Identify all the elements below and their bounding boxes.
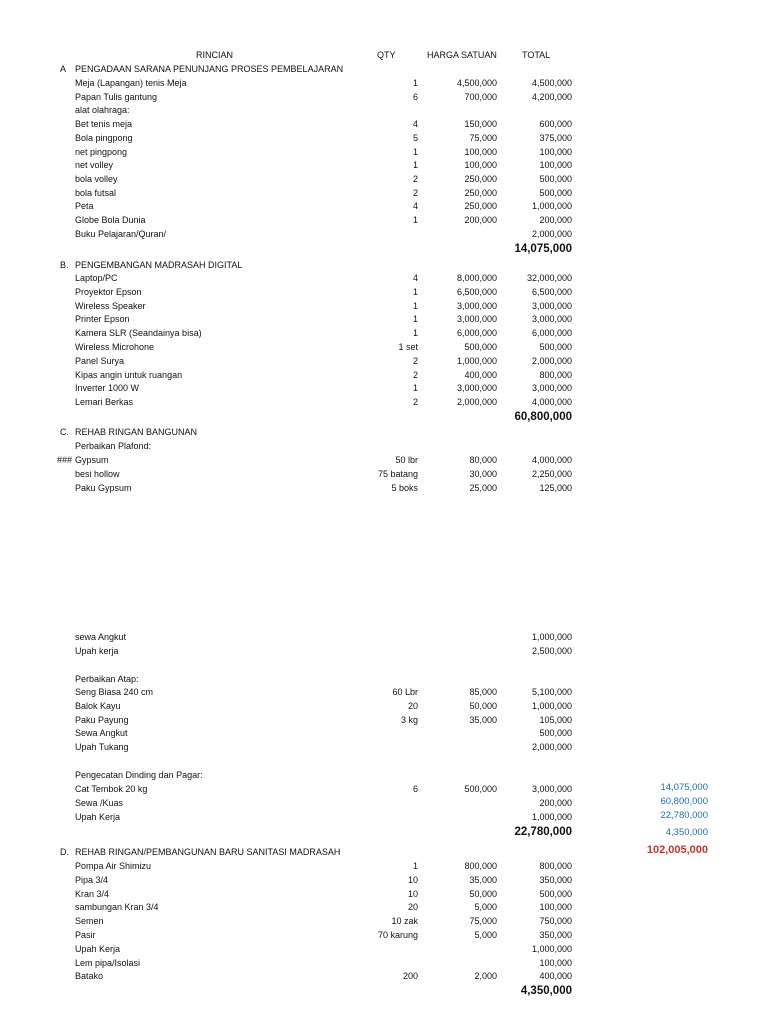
item-qty: 3 kg bbox=[400, 714, 418, 725]
item-unit-price: 6,500,000 bbox=[456, 286, 497, 297]
item-total: 350,000 bbox=[539, 930, 572, 940]
item-qty: 20 bbox=[407, 700, 418, 711]
item-name: Wireless Speaker bbox=[75, 300, 146, 311]
item-qty: 1 bbox=[412, 383, 418, 394]
item-name: Cat Tembok 20 kg bbox=[75, 784, 148, 794]
item-total: 500,000 bbox=[539, 342, 572, 352]
item-total: 3,000,000 bbox=[531, 383, 572, 394]
header-total: TOTAL bbox=[522, 50, 551, 60]
item-name: bola volley bbox=[75, 173, 118, 184]
item-total: 3,000,000 bbox=[531, 300, 572, 311]
item-name: Kamera SLR (Seandainya bisa) bbox=[75, 328, 202, 339]
item-unit-price: 50,000 bbox=[469, 700, 497, 711]
item-unit-price: 75,000 bbox=[469, 916, 497, 927]
item-name: Upah Kerja bbox=[75, 812, 121, 822]
item-unit-price: 4,500,000 bbox=[456, 78, 497, 88]
item-name: Upah kerja bbox=[75, 646, 119, 656]
item-total: 2,000,000 bbox=[531, 228, 572, 239]
header-rincian: RINCIAN bbox=[196, 50, 234, 60]
item-unit-price: 500,000 bbox=[464, 784, 497, 794]
item-total: 125,000 bbox=[539, 482, 572, 493]
item-name: Balok Kayu bbox=[75, 700, 121, 711]
hash-overflow-marker: ### bbox=[57, 455, 73, 465]
item-unit-price: 35,000 bbox=[469, 714, 497, 725]
item-qty: 1 set bbox=[398, 342, 418, 352]
item-total: 1,000,000 bbox=[531, 943, 572, 954]
item-name: Papan Tulis gantung bbox=[75, 91, 158, 102]
item-unit-price: 5,000 bbox=[474, 902, 497, 913]
item-qty: 1 bbox=[412, 328, 418, 339]
item-name: Paku Gypsum bbox=[75, 482, 132, 493]
item-total: 4,200,000 bbox=[531, 91, 572, 102]
item-total: 100,000 bbox=[539, 160, 572, 171]
item-qty: 70 karung bbox=[377, 930, 418, 940]
item-qty: 4 bbox=[412, 201, 418, 212]
item-total: 375,000 bbox=[539, 132, 572, 143]
item-name: Meja (Lapangan) tenis Meja bbox=[75, 78, 187, 88]
item-total: 6,500,000 bbox=[531, 286, 572, 297]
item-total: 400,000 bbox=[539, 971, 572, 982]
item-unit-price: 80,000 bbox=[469, 455, 497, 465]
header-qty: QTY bbox=[377, 50, 396, 60]
item-name: Sewa Angkut bbox=[75, 728, 128, 739]
item-unit-price: 250,000 bbox=[464, 187, 497, 198]
section-c-subtotal: 22,780,000 bbox=[514, 826, 572, 838]
item-name: alat olahraga: bbox=[75, 105, 130, 116]
summary-grand-total: 102,005,000 bbox=[646, 844, 708, 856]
item-total: 500,000 bbox=[539, 728, 572, 739]
item-name: Laptop/PC bbox=[75, 273, 118, 283]
item-qty: 75 batang bbox=[377, 468, 418, 479]
item-total: 200,000 bbox=[539, 215, 572, 225]
item-unit-price: 400,000 bbox=[464, 369, 497, 380]
item-name: sewa Angkut bbox=[75, 632, 127, 642]
item-name: Wireless Microhone bbox=[75, 342, 155, 352]
item-qty: 2 bbox=[412, 187, 418, 198]
item-unit-price: 100,000 bbox=[464, 160, 497, 171]
item-name: Paku Payung bbox=[75, 714, 129, 725]
item-total: 800,000 bbox=[539, 861, 572, 871]
item-unit-price: 35,000 bbox=[469, 874, 497, 885]
item-unit-price: 250,000 bbox=[464, 201, 497, 212]
item-total: 500,000 bbox=[539, 888, 572, 899]
item-qty: 1 bbox=[412, 314, 418, 325]
item-qty: 6 bbox=[412, 91, 418, 102]
item-qty: 1 bbox=[412, 146, 418, 157]
section-c-letter: C. bbox=[60, 427, 69, 437]
item-name: Globe Bola Dunia bbox=[75, 215, 146, 225]
item-total: 6,000,000 bbox=[531, 328, 572, 339]
item-unit-price: 3,000,000 bbox=[456, 300, 497, 311]
item-total: 500,000 bbox=[539, 187, 572, 198]
item-qty: 2 bbox=[412, 369, 418, 380]
item-qty: 60 Lbr bbox=[392, 687, 418, 697]
item-unit-price: 1,000,000 bbox=[456, 355, 497, 366]
item-qty: 6 bbox=[412, 784, 418, 794]
item-total: 105,000 bbox=[539, 714, 572, 725]
item-total: 4,500,000 bbox=[531, 78, 572, 88]
item-qty: 20 bbox=[407, 902, 418, 913]
item-total: 2,000,000 bbox=[531, 742, 572, 753]
summary-value-b: 60,800,000 bbox=[660, 796, 708, 807]
section-a-title: PENGADAAN SARANA PENUNJANG PROSES PEMBELAJARAN bbox=[75, 64, 344, 74]
section-d-letter: D. bbox=[60, 847, 69, 857]
item-total: 100,000 bbox=[539, 957, 572, 968]
item-total: 200,000 bbox=[539, 798, 572, 808]
item-qty: 1 bbox=[412, 160, 418, 171]
item-qty: 1 bbox=[412, 215, 418, 225]
item-unit-price: 3,000,000 bbox=[456, 314, 497, 325]
header-harga-satuan: HARGA SATUAN bbox=[427, 50, 497, 60]
item-total: 1,000,000 bbox=[531, 201, 572, 212]
item-unit-price: 85,000 bbox=[469, 687, 497, 697]
item-name: Lem pipa/Isolasi bbox=[75, 957, 141, 968]
item-total: 1,000,000 bbox=[531, 700, 572, 711]
item-qty: 2 bbox=[412, 355, 418, 366]
item-name: Kipas angin untuk ruangan bbox=[75, 369, 183, 380]
item-total: 2,000,000 bbox=[531, 355, 572, 366]
item-qty: 2 bbox=[412, 173, 418, 184]
item-name: Seng Biasa 240 cm bbox=[75, 687, 154, 697]
item-name: Bet tenis meja bbox=[75, 119, 133, 130]
item-name: Lemari Berkas bbox=[75, 397, 134, 408]
item-qty: 50 lbr bbox=[395, 455, 418, 465]
item-qty: 1 bbox=[412, 861, 418, 871]
section-c-cat-label: Pengecatan Dinding dan Pagar: bbox=[75, 770, 203, 780]
item-name: Peta bbox=[75, 201, 94, 212]
section-a-subtotal: 14,075,000 bbox=[514, 243, 572, 255]
item-name: Pipa 3/4 bbox=[75, 874, 109, 885]
item-name: besi hollow bbox=[75, 468, 120, 479]
item-name: net pingpong bbox=[75, 146, 128, 157]
item-unit-price: 50,000 bbox=[469, 888, 497, 899]
item-unit-price: 25,000 bbox=[469, 482, 497, 493]
item-total: 3,000,000 bbox=[531, 314, 572, 325]
item-name: Proyektor Epson bbox=[75, 286, 142, 297]
item-unit-price: 8,000,000 bbox=[456, 273, 497, 283]
item-qty: 200 bbox=[402, 971, 418, 982]
item-qty: 5 bbox=[412, 132, 418, 143]
section-a-letter: A bbox=[60, 64, 67, 74]
item-name: Pompa Air Shimizu bbox=[75, 861, 152, 871]
section-d-subtotal: 4,350,000 bbox=[520, 985, 572, 997]
section-d-title: REHAB RINGAN/PEMBANGUNAN BARU SANITASI MADRASAH bbox=[75, 847, 341, 857]
item-name: Bola pingpong bbox=[75, 132, 133, 143]
section-c-atap-label: Perbaikan Atap: bbox=[75, 674, 139, 684]
item-qty: 1 bbox=[412, 286, 418, 297]
item-unit-price: 200,000 bbox=[464, 215, 497, 225]
item-name: Printer Epson bbox=[75, 314, 130, 325]
item-total: 4,000,000 bbox=[531, 455, 572, 465]
item-unit-price: 6,000,000 bbox=[456, 328, 497, 339]
summary-value-c: 22,780,000 bbox=[660, 810, 708, 821]
item-name: Panel Surya bbox=[75, 355, 125, 366]
item-qty: 10 bbox=[407, 888, 418, 899]
item-total: 350,000 bbox=[539, 874, 572, 885]
item-qty: 4 bbox=[412, 273, 418, 283]
item-name: Upah Kerja bbox=[75, 943, 121, 954]
item-unit-price: 100,000 bbox=[464, 146, 497, 157]
summary-value-d: 4,350,000 bbox=[665, 827, 708, 838]
item-name: Kran 3/4 bbox=[75, 888, 110, 899]
item-total: 750,000 bbox=[539, 916, 572, 927]
item-name: Sewa /Kuas bbox=[75, 798, 124, 808]
section-b-title: PENGEMBANGAN MADRASAH DIGITAL bbox=[75, 260, 243, 270]
item-total: 100,000 bbox=[539, 902, 572, 913]
item-name: Semen bbox=[75, 916, 104, 927]
item-unit-price: 250,000 bbox=[464, 173, 497, 184]
item-total: 3,000,000 bbox=[531, 784, 572, 794]
item-total: 1,000,000 bbox=[531, 632, 572, 642]
item-total: 1,000,000 bbox=[531, 812, 572, 822]
item-total: 600,000 bbox=[539, 119, 572, 130]
section-b-letter: B. bbox=[60, 260, 69, 270]
item-total: 5,100,000 bbox=[531, 687, 572, 697]
item-unit-price: 75,000 bbox=[469, 132, 497, 143]
item-qty: 1 bbox=[412, 300, 418, 311]
item-name: bola futsal bbox=[75, 187, 117, 198]
item-unit-price: 700,000 bbox=[464, 91, 497, 102]
item-qty: 5 boks bbox=[391, 482, 418, 493]
section-c-plafond-label: Perbaikan Plafond: bbox=[75, 441, 152, 451]
item-total: 800,000 bbox=[539, 369, 572, 380]
item-unit-price: 2,000 bbox=[474, 971, 497, 982]
item-qty: 2 bbox=[412, 397, 418, 408]
item-qty: 10 bbox=[407, 874, 418, 885]
item-name: Batako bbox=[75, 971, 104, 982]
item-qty: 10 zak bbox=[391, 916, 418, 927]
item-name: net volley bbox=[75, 160, 114, 171]
summary-value-a: 14,075,000 bbox=[660, 782, 708, 793]
item-name: Inverter 1000 W bbox=[75, 383, 140, 394]
item-total: 2,500,000 bbox=[531, 646, 572, 656]
item-name: Pasir bbox=[75, 930, 96, 940]
section-c-title: REHAB RINGAN BANGUNAN bbox=[75, 427, 198, 437]
item-unit-price: 500,000 bbox=[464, 342, 497, 352]
item-total: 2,250,000 bbox=[531, 468, 572, 479]
item-name: Upah Tukang bbox=[75, 742, 129, 753]
item-total: 100,000 bbox=[539, 146, 572, 157]
section-b-subtotal: 60,800,000 bbox=[514, 411, 572, 423]
item-qty: 4 bbox=[412, 119, 418, 130]
item-total: 32,000,000 bbox=[526, 273, 572, 283]
item-name: sambungan Kran 3/4 bbox=[75, 902, 159, 913]
item-unit-price: 2,000,000 bbox=[456, 397, 497, 408]
item-unit-price: 800,000 bbox=[464, 861, 497, 871]
item-name: Gypsum bbox=[75, 455, 109, 465]
item-total: 4,000,000 bbox=[531, 397, 572, 408]
item-unit-price: 150,000 bbox=[464, 119, 497, 130]
item-qty: 1 bbox=[412, 78, 418, 88]
item-name: Buku Pelajaran/Quran/ bbox=[75, 228, 167, 239]
item-unit-price: 5,000 bbox=[474, 930, 497, 940]
item-unit-price: 3,000,000 bbox=[456, 383, 497, 394]
item-unit-price: 30,000 bbox=[469, 468, 497, 479]
item-total: 500,000 bbox=[539, 173, 572, 184]
